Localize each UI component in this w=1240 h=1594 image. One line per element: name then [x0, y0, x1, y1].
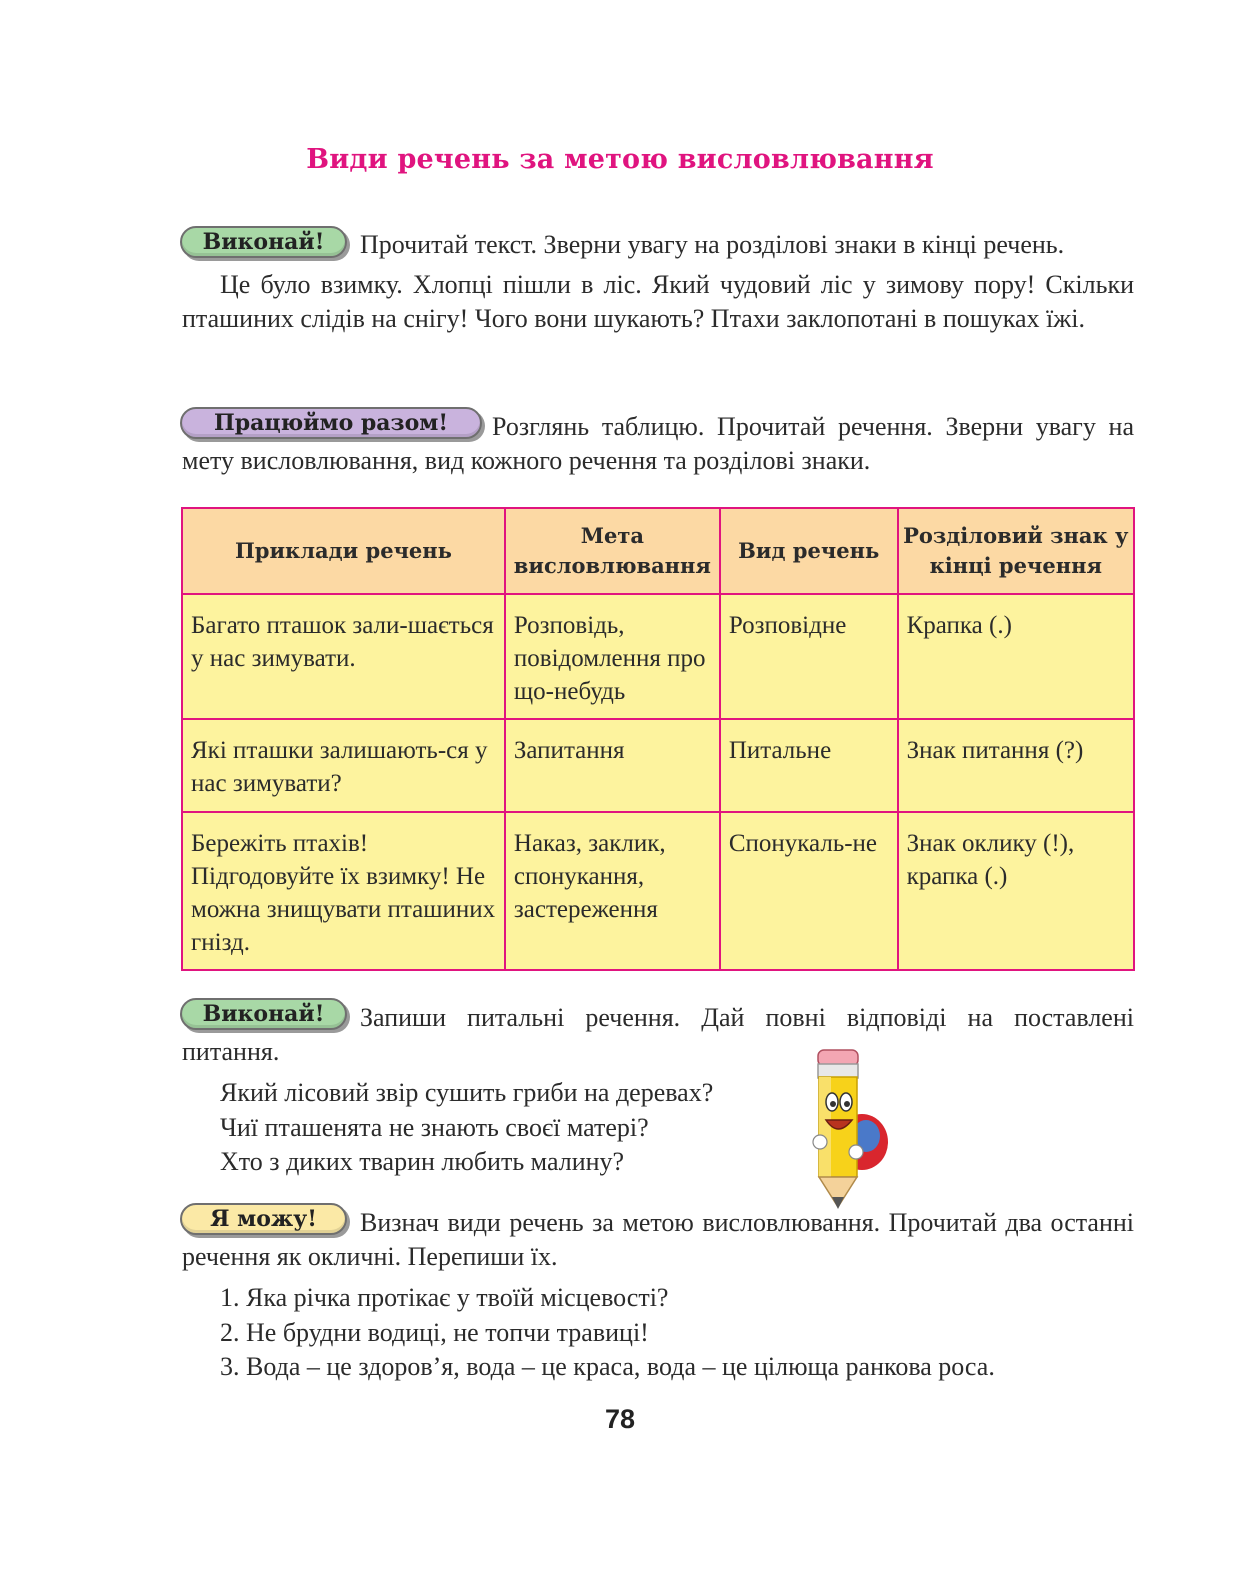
table-header-cell: Мета висловлювання [505, 508, 720, 594]
table-cell: Знак питання (?) [898, 719, 1134, 812]
question-list [220, 1076, 713, 1180]
task-badge-vykonai: Виконай! [180, 226, 347, 258]
table-cell: Розповідне [720, 594, 898, 719]
list-item: 2. Не брудни водиці, не топчи травиці! [220, 1317, 649, 1347]
table-cell: Знак оклику (!), крапка (.) [898, 812, 1134, 970]
task-badge-pratsiuimo-razom: Працюймо разом! [180, 407, 482, 439]
sentence-types-table [181, 507, 1135, 971]
table-cell: Бережіть птахів! Підгодовуйте їх взимку! Не можна знищувати пташиних гнізд. [182, 812, 505, 970]
task2-instruction: Розглянь таблицю. Прочитай речення. Зверни увагу на мету висловлювання, вид кожного речення та розділові знаки. [182, 412, 1134, 475]
table-row [182, 594, 1134, 719]
pencil-character-icon [800, 1044, 892, 1214]
table-cell: Запитання [505, 719, 720, 812]
table-row [182, 812, 1134, 970]
task-badge-ya-mozhu: Я можу! [180, 1203, 347, 1235]
table-header-cell: Вид речень [720, 508, 898, 594]
table-cell: Які пташки залишають-ся у нас зимувати? [182, 719, 505, 812]
task3-instruction-block [182, 1001, 1134, 1069]
table-cell: Питальне [720, 719, 898, 812]
table-header-cell: Приклади речень [182, 508, 505, 594]
task1-instruction: Прочитай текст. Зверни увагу на розділові знаки в кінці речень. [360, 230, 1065, 259]
task3-instruction: Запиши питальні речення. Дай повні відповіді на поставлені питання. [182, 1003, 1134, 1066]
table-row [182, 719, 1134, 812]
reading-text: Це було взимку. Хлопці пішли в ліс. Який чудовий ліс у зимову пору! Скільки пташиних слідів на снігу! Чого вони шукають? Птахи заклопотані в пошуках їжі. [182, 270, 1134, 333]
page-number: 78 [604, 1404, 636, 1434]
list-item: Хто з диких тварин любить малину? [220, 1147, 625, 1176]
task-badge-vykonai: Виконай! [180, 998, 347, 1030]
task4-instruction: Визнач види речень за метою висловлювання. Прочитай два останні речення як окличні. Перепиши їх. [182, 1208, 1134, 1271]
table-cell: Розповідь, повідомлення про що-небудь [505, 594, 720, 719]
task1-instruction-block [182, 228, 1134, 262]
list-item: Який лісовий звір сушить гриби на деревах? [220, 1078, 714, 1107]
list-item: Чиї пташенята не знають своєї матері? [220, 1112, 649, 1142]
table-header-row [182, 508, 1134, 594]
task4-instruction-block [182, 1206, 1134, 1274]
table-cell: Крапка (.) [898, 594, 1134, 719]
list-item: 3. Вода – це здоров’я, вода – це краса, вода – це цілюща ранкова роса. [220, 1352, 995, 1381]
table-cell: Наказ, заклик, спонукання, застереження [505, 812, 720, 970]
table-cell: Спонукаль-не [720, 812, 898, 970]
list-item: 1. Яка річка протікає у твоїй місцевості? [220, 1283, 669, 1312]
task2-instruction-block [182, 410, 1134, 478]
page-title: Види речень за метою висловлювання [306, 144, 934, 175]
table-cell: Багато пташок зали-шається у нас зимувати. [182, 594, 505, 719]
table-header-cell: Розділовий знак у кінці речення [898, 508, 1134, 594]
numbered-list [220, 1281, 995, 1385]
